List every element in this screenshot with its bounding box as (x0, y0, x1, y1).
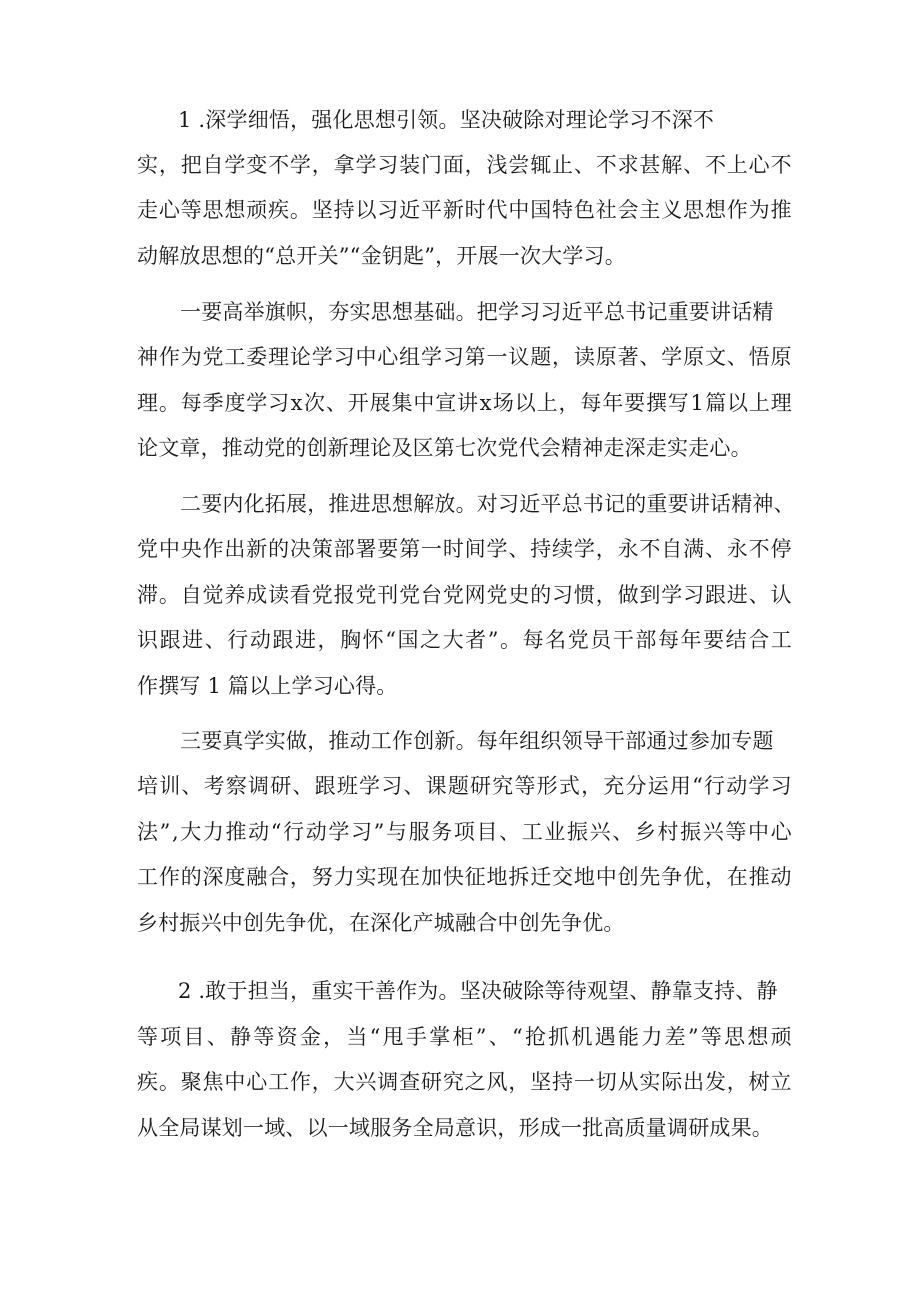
paragraph-line: 工 作 的 深 度 融 合 ， 努 力 实 现 在 加 快 征 地 拆 迁 交 地 中 创 先 争 优 ， 在 推 动 (137, 865, 792, 889)
paragraph-line: 论文章，推动党的创新理论及区第七次党代会精神走深走实走心。 (137, 436, 752, 460)
paragraph-line: 等 项 目 、 静 等 资 金 ， 当 “ 甩 手 掌 柜 ” 、 “ 抢 抓 机 遇 能 力 差 ” 等 思 想 顽 (137, 1025, 792, 1049)
paragraph-line: 实 ， 把 自 学 变 不 学 ， 拿 学 习 装 门 面 ， 浅 尝 辄 止 、 不 求 甚 解 、 不 上 心 不 (137, 153, 792, 177)
paragraph-line: 培 训 、 考 察 调 研 、 跟 班 学 习 、 课 题 研 究 等 形 式 ， 充 分 运 用 “ 行 动 学 习 (137, 774, 792, 798)
section-1-heading-line: 1 .深学细悟，强化思想引领。坚决破除对理论学习不深不 (178, 108, 715, 132)
point-3-first-line: 三要真学实做，推动工作创新。每年组织领导干部通过参加专题 (180, 729, 774, 753)
paragraph-line: 法 ” , 大 力 推 动 “ 行 动 学 习 ” 与 服 务 项 目 、 工 业 振 兴 、 乡 村 振 兴 等 中 心 (137, 820, 792, 844)
paragraph-line: 滞 。 自 觉 养 成 读 看 党 报 党 刊 党 台 党 网 党 史 的 习 惯 ， 做 到 学 习 跟 进 、 认 (137, 583, 792, 607)
paragraph-line: 乡村振兴中创先争优，在深化产城融合中创先争优。 (137, 911, 625, 935)
paragraph-line: 疾 。 聚 焦 中 心 工 作 ， 大 兴 调 查 研 究 之 风 ， 坚 持 一 切 从 实 际 出 发 ， 树 立 (137, 1070, 792, 1094)
paragraph-line: 识 跟 进 、 行 动 跟 进 ， 胸 怀 “ 国 之 大 者 ” 。 每 名 党 员 干 部 每 年 要 结 合 工 (137, 628, 792, 652)
point-1-first-line: 一要高举旗帜，夯实思想基础。把学习习近平总书记重要讲话精 (180, 300, 774, 324)
point-2-first-line: 二要内化拓展，推进思想解放。对习近平总书记的重要讲话精神、 (180, 492, 795, 516)
paragraph-line: 理 。 每 季 度 学 习 x 次 、 开 展 集 中 宣 讲 x 场 以 上 ， 每 年 要 撰 写 1 篇 以 上 理 (137, 391, 792, 415)
paragraph-line: 走 心 等 思 想 顽 疾 。 坚 持 以 习 近 平 新 时 代 中 国 特 色 社 会 主 义 思 想 作 为 推 (137, 198, 792, 222)
paragraph-line: 从全局谋划一域、以一域服务全局意识，形成一批高质量调研成果。 (137, 1116, 773, 1140)
paragraph-line: 神 作 为 党 工 委 理 论 学 习 中 心 组 学 习 第 一 议 题 ， 读 原 著 、 学 原 文 、 悟 原 (137, 345, 792, 369)
paragraph-line: 党 中 央 作 出 新 的 决 策 部 署 要 第 一 时 间 学 、 持 续 学 ， 永 不 自 满 、 永 不 停 (137, 537, 792, 561)
section-2-heading-line: 2 .敢于担当，重实干善作为。坚决破除等待观望、静靠支持、静 (178, 979, 778, 1003)
paragraph-line: 动解放思想的“总开关”“金钥匙”，开展一次大学习。 (137, 244, 626, 268)
paragraph-line: 作撰写 1 篇以上学习心得。 (137, 674, 398, 698)
